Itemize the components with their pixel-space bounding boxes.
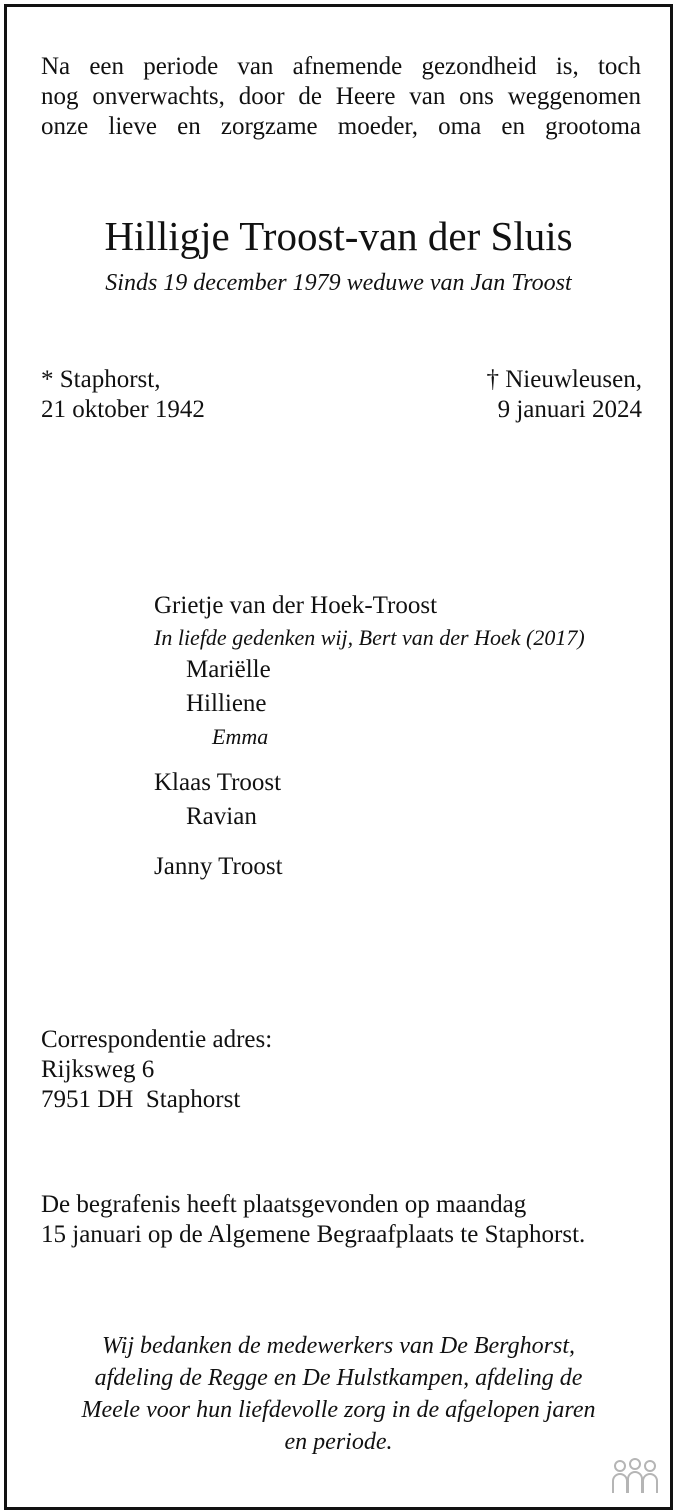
family-member: Klaas Troost	[154, 769, 282, 796]
deceased-name: Hilligje Troost-van der Sluis	[104, 213, 573, 259]
intro-line: nog onverwachts, door de Heere van ons weggenomen	[41, 83, 641, 110]
intro-text	[41, 52, 641, 142]
family-member: Emma	[212, 724, 269, 749]
death-info	[486, 365, 642, 425]
thanks-line: en periode.	[284, 1429, 393, 1455]
people-group-icon	[610, 1457, 660, 1497]
address-line: Correspondentie adres:	[41, 1026, 273, 1053]
birth-place: * Staphorst,	[41, 366, 161, 393]
birth-info	[41, 365, 205, 425]
family-member: Mariëlle	[186, 656, 271, 683]
address-line: 7951 DH Staphorst	[41, 1086, 241, 1113]
family-member: Janny Troost	[154, 853, 283, 880]
obituary-card	[4, 4, 673, 1510]
address-line: Rijksweg 6	[41, 1056, 155, 1083]
thanks-line: Wij bedanken de medewerkers van De Berghorst,	[102, 1333, 575, 1359]
family-member: Ravian	[186, 803, 257, 830]
memorial-note: In liefde gedenken wij, Bert van der Hoek (2017)	[154, 625, 585, 650]
birth-date: 21 oktober 1942	[41, 396, 205, 423]
funeral-line: De begrafenis heeft plaatsgevonden op maandag	[41, 1191, 527, 1218]
family-member: Hilliene	[186, 690, 267, 717]
widow-line: Sinds 19 december 1979 weduwe van Jan Troost	[105, 270, 572, 296]
intro-line: onze lieve en zorgzame moeder, oma en grootoma	[41, 113, 641, 140]
thanks-line: Meele voor hun liefdevolle zorg in de afgelopen jaren	[81, 1397, 596, 1423]
funeral-notice	[41, 1190, 585, 1250]
thanks-text	[7, 1330, 670, 1458]
thanks-line: afdeling de Regge en De Hulstkampen, afdeling de	[94, 1365, 583, 1391]
intro-line: Na een periode van afnemende gezondheid is, toch	[41, 53, 641, 80]
death-date: 9 januari 2024	[497, 396, 642, 423]
correspondence-address	[41, 1025, 272, 1115]
death-place: † Nieuwleusen,	[486, 366, 642, 393]
funeral-line: 15 januari op de Algemene Begraafplaats te Staphorst.	[41, 1221, 586, 1248]
family-member: Grietje van der Hoek-Troost	[154, 592, 438, 619]
